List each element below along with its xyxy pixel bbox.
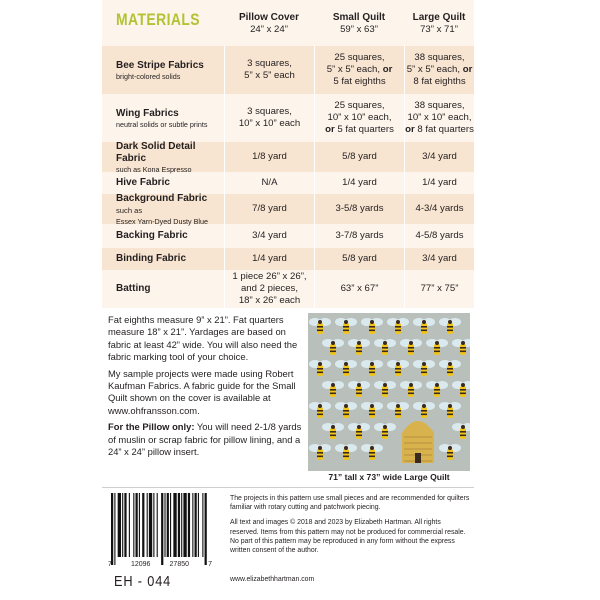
materials-row bbox=[102, 248, 474, 270]
hive-door bbox=[415, 453, 421, 463]
amount-large: 5” x 5” each, or bbox=[406, 64, 473, 75]
amount-small: 10” x 10” each, bbox=[327, 112, 392, 123]
pillow-note-lead: For the Pillow only: bbox=[108, 421, 195, 433]
material-note: such as Kona Espresso bbox=[116, 164, 192, 174]
pattern-sku: EH - 044 bbox=[114, 573, 172, 590]
barcode-bar bbox=[153, 493, 154, 557]
column-size-small: 59” x 63” bbox=[340, 24, 378, 35]
materials-row bbox=[102, 270, 474, 308]
materials-table bbox=[102, 0, 474, 308]
amount-large: 77” x 75” bbox=[420, 283, 459, 294]
barcode-bar bbox=[167, 493, 169, 557]
pattern-back-cover bbox=[102, 0, 474, 600]
barcode-bar bbox=[188, 493, 190, 557]
barcode-bar bbox=[157, 493, 158, 557]
materials-row bbox=[102, 224, 474, 248]
quilt-caption: 71” tall x 73” wide Large Quilt bbox=[328, 472, 450, 482]
barcode-bar bbox=[124, 493, 126, 557]
copyright-note: All text and images © 2018 and 2023 by Elizabeth Hartman. All rights reserved. Items from this pattern may not be produced for commercial resale. No part of this pattern may be reproduced in any form without the express written consent of the author. bbox=[230, 519, 466, 555]
material-label: Binding Fabric bbox=[116, 253, 186, 264]
material-label: Wing Fabrics bbox=[116, 107, 179, 119]
website-link[interactable]: www.elizabethhartman.com bbox=[230, 576, 315, 583]
barcode-digit-group: 7 bbox=[108, 561, 112, 568]
amount-pillow: 3/4 yard bbox=[252, 230, 287, 241]
column-header-pillow: Pillow Cover bbox=[238, 12, 299, 23]
amount-small: 1/4 yard bbox=[342, 177, 377, 188]
material-note: Essex Yarn-Dyed Dusty Blue bbox=[116, 216, 209, 226]
barcode-bar bbox=[192, 493, 193, 557]
barcode-bar bbox=[164, 493, 165, 557]
amount-small: 5 fat eighths bbox=[333, 76, 386, 87]
barcode-bar bbox=[178, 493, 180, 557]
barcode-bar bbox=[205, 493, 207, 565]
material-label: Dark Solid Detail Fabric bbox=[116, 140, 196, 164]
amount-large: 38 squares, bbox=[414, 52, 465, 63]
amount-large: 10” x 10” each, bbox=[407, 112, 472, 123]
barcode-bar bbox=[161, 493, 163, 565]
barcode-bar bbox=[142, 493, 144, 557]
material-label: Background Fabric bbox=[116, 192, 208, 204]
barcode-bar bbox=[181, 493, 182, 557]
barcode-bar bbox=[111, 493, 113, 565]
amount-small: 5” x 5” each, or bbox=[326, 64, 393, 75]
barcode-bar bbox=[118, 493, 121, 557]
materials-row bbox=[102, 142, 474, 172]
barcode-bar bbox=[129, 493, 130, 557]
amount-pillow: N/A bbox=[261, 177, 278, 188]
amount-large: 4-3/4 yards bbox=[415, 203, 464, 214]
material-label: Backing Fabric bbox=[116, 230, 188, 241]
barcode-bar bbox=[195, 493, 197, 557]
amount-small: 63” x 67” bbox=[340, 283, 379, 294]
barcode-bar bbox=[202, 493, 203, 557]
material-note: neutral solids or subtle prints bbox=[116, 119, 208, 129]
barcode-bar bbox=[133, 493, 134, 557]
barcode-bar bbox=[198, 493, 199, 557]
large-quilt-photo bbox=[308, 313, 470, 471]
amount-large: 3/4 yard bbox=[422, 253, 457, 264]
barcode-digit-group: 7 bbox=[208, 561, 212, 568]
skill-level-note: The projects in this pattern use small pieces and are recommended for quilters familiar with rotary cutting and patchwork piecing. bbox=[230, 495, 470, 512]
amount-pillow: 1/4 yard bbox=[252, 253, 287, 264]
amount-small: 5/8 yard bbox=[342, 253, 377, 264]
amount-pillow: 7/8 yard bbox=[252, 203, 287, 214]
barcode-bar bbox=[149, 493, 152, 557]
column-size-large: 73” x 71” bbox=[420, 24, 458, 35]
amount-pillow: 1/8 yard bbox=[252, 151, 287, 162]
fabric-size-note: Fat eighths measure 9” x 21”. Fat quarters measure 18” x 21”. Yardages are based on fabric at least 42” wide. You will also need the fabric marking tool of your choice. bbox=[108, 314, 298, 363]
barcode-bar bbox=[183, 493, 186, 557]
amount-pillow: 18” x 26” each bbox=[238, 295, 301, 306]
amount-small: or 5 fat quarters bbox=[325, 124, 394, 135]
material-label: Bee Stripe Fabrics bbox=[116, 59, 204, 71]
amount-pillow: and 2 pieces, bbox=[240, 283, 299, 294]
materials-title: MATERIALS bbox=[116, 10, 200, 29]
material-note: bright-colored solids bbox=[116, 71, 181, 81]
amount-large: 4-5/8 yards bbox=[415, 230, 464, 241]
materials-row bbox=[102, 172, 474, 194]
fabric-guide-note: My sample projects were made using Robert Kaufman Fabrics. A fabric guide for the Small Quilt shown on the cover is available at www.ohfransson.com. bbox=[108, 367, 296, 416]
materials-row bbox=[102, 46, 474, 94]
amount-large: 8 fat eighths bbox=[413, 76, 466, 87]
column-header-large: Large Quilt bbox=[412, 12, 466, 23]
material-label-extra: such as bbox=[116, 205, 143, 215]
divider-line bbox=[102, 487, 474, 488]
barcode-bar bbox=[114, 493, 115, 565]
amount-small: 25 squares, bbox=[334, 100, 385, 111]
barcode-image bbox=[110, 493, 210, 565]
barcode-bar bbox=[139, 493, 140, 557]
column-header-small: Small Quilt bbox=[332, 12, 386, 23]
amount-small: 3-7/8 yards bbox=[335, 230, 384, 241]
amount-large: or 8 fat quarters bbox=[405, 124, 474, 135]
barcode-digits bbox=[108, 561, 212, 568]
amount-pillow: 3 squares, bbox=[247, 58, 292, 69]
materials-notes bbox=[108, 314, 308, 462]
amount-pillow: 10” x 10” each bbox=[238, 118, 301, 129]
materials-row bbox=[102, 94, 474, 142]
pillow-note bbox=[108, 421, 308, 458]
amount-pillow: 5” x 5” each bbox=[244, 70, 295, 81]
amount-small: 5/8 yard bbox=[342, 151, 377, 162]
barcode-bar bbox=[173, 493, 176, 557]
amount-large: 3/4 yard bbox=[422, 151, 457, 162]
material-label: Hive Fabric bbox=[116, 177, 170, 188]
barcode-bar bbox=[122, 493, 123, 557]
amount-small: 25 squares, bbox=[334, 52, 385, 63]
table-header-row bbox=[102, 0, 474, 46]
amount-large: 1/4 yard bbox=[422, 177, 457, 188]
pillow-note-text: You will need 2-1/8 yards of muslin or scrap fabric for pillow lining, and a 24” x 24” pillow insert. bbox=[108, 421, 302, 458]
column-size-pillow: 24” x 24” bbox=[250, 24, 288, 35]
materials-row bbox=[102, 194, 474, 224]
barcode-digit-group: 27850 bbox=[169, 561, 189, 568]
amount-large: 38 squares, bbox=[414, 100, 465, 111]
barcode-bar bbox=[147, 493, 148, 557]
barcode-digit-group: 12096 bbox=[130, 561, 151, 568]
amount-pillow: 1 piece 26” x 26”, bbox=[232, 271, 307, 282]
fine-print bbox=[230, 494, 470, 561]
barcode-bar bbox=[170, 493, 171, 557]
material-label: Batting bbox=[116, 283, 151, 294]
barcode-bar bbox=[136, 493, 138, 557]
amount-small: 3-5/8 yards bbox=[335, 203, 384, 214]
amount-pillow: 3 squares, bbox=[247, 106, 292, 117]
bee-quilt-illustration bbox=[308, 313, 470, 471]
